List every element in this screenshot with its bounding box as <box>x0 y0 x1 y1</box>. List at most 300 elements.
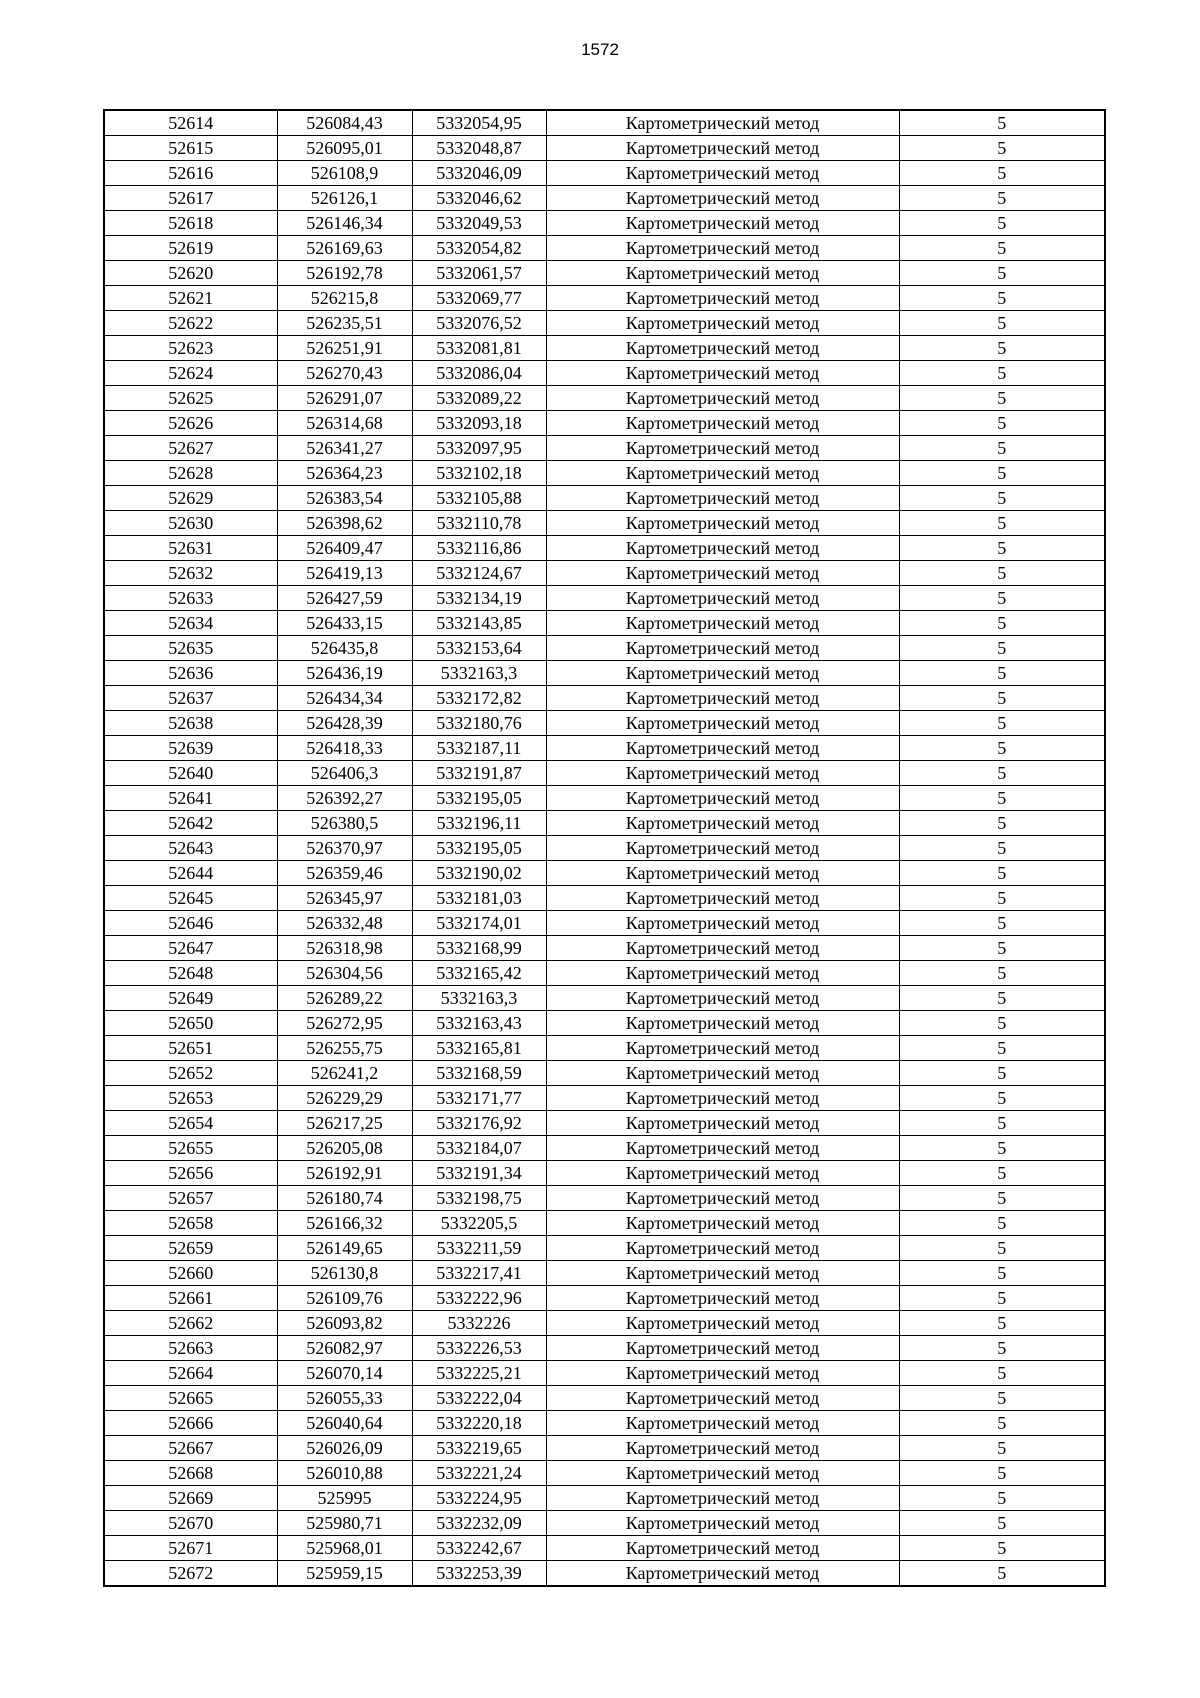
method-cell: Картометрический метод <box>546 961 899 986</box>
point-number-cell: 52670 <box>104 1511 277 1536</box>
x-coordinate-cell: 526289,22 <box>277 986 412 1011</box>
x-coordinate-cell: 526392,27 <box>277 786 412 811</box>
table-row <box>104 711 1105 736</box>
table-row <box>104 911 1105 936</box>
table-row <box>104 461 1105 486</box>
point-number-cell: 52629 <box>104 486 277 511</box>
accuracy-cell: 5 <box>899 1536 1105 1561</box>
point-number-cell: 52617 <box>104 186 277 211</box>
x-coordinate-cell: 526436,19 <box>277 661 412 686</box>
point-number-cell: 52660 <box>104 1261 277 1286</box>
point-number-cell: 52622 <box>104 311 277 336</box>
method-cell: Картометрический метод <box>546 361 899 386</box>
point-number-cell: 52624 <box>104 361 277 386</box>
point-number-cell: 52668 <box>104 1461 277 1486</box>
y-coordinate-cell: 5332165,81 <box>412 1036 546 1061</box>
x-coordinate-cell: 526428,39 <box>277 711 412 736</box>
method-cell: Картометрический метод <box>546 1386 899 1411</box>
table-row <box>104 761 1105 786</box>
accuracy-cell: 5 <box>899 736 1105 761</box>
point-number-cell: 52621 <box>104 286 277 311</box>
method-cell: Картометрический метод <box>546 986 899 1011</box>
y-coordinate-cell: 5332176,92 <box>412 1111 546 1136</box>
y-coordinate-cell: 5332187,11 <box>412 736 546 761</box>
method-cell: Картометрический метод <box>546 1011 899 1036</box>
y-coordinate-cell: 5332168,59 <box>412 1061 546 1086</box>
point-number-cell: 52627 <box>104 436 277 461</box>
point-number-cell: 52650 <box>104 1011 277 1036</box>
point-number-cell: 52652 <box>104 1061 277 1086</box>
method-cell: Картометрический метод <box>546 311 899 336</box>
y-coordinate-cell: 5332110,78 <box>412 511 546 536</box>
accuracy-cell: 5 <box>899 836 1105 861</box>
method-cell: Картометрический метод <box>546 661 899 686</box>
table-row <box>104 286 1105 311</box>
point-number-cell: 52628 <box>104 461 277 486</box>
accuracy-cell: 5 <box>899 1311 1105 1336</box>
point-number-cell: 52665 <box>104 1386 277 1411</box>
method-cell: Картометрический метод <box>546 1211 899 1236</box>
table-row <box>104 1036 1105 1061</box>
table-row <box>104 861 1105 886</box>
y-coordinate-cell: 5332220,18 <box>412 1411 546 1436</box>
x-coordinate-cell: 526427,59 <box>277 586 412 611</box>
accuracy-cell: 5 <box>899 661 1105 686</box>
y-coordinate-cell: 5332054,95 <box>412 110 546 136</box>
table-row <box>104 1436 1105 1461</box>
point-number-cell: 52634 <box>104 611 277 636</box>
y-coordinate-cell: 5332174,01 <box>412 911 546 936</box>
accuracy-cell: 5 <box>899 886 1105 911</box>
method-cell: Картометрический метод <box>546 936 899 961</box>
method-cell: Картометрический метод <box>546 1536 899 1561</box>
x-coordinate-cell: 526166,32 <box>277 1211 412 1236</box>
y-coordinate-cell: 5332048,87 <box>412 136 546 161</box>
table-row <box>104 1336 1105 1361</box>
y-coordinate-cell: 5332165,42 <box>412 961 546 986</box>
x-coordinate-cell: 526109,76 <box>277 1286 412 1311</box>
table-row <box>104 1136 1105 1161</box>
accuracy-cell: 5 <box>899 986 1105 1011</box>
point-number-cell: 52633 <box>104 586 277 611</box>
y-coordinate-cell: 5332102,18 <box>412 461 546 486</box>
y-coordinate-cell: 5332163,43 <box>412 1011 546 1036</box>
accuracy-cell: 5 <box>899 1461 1105 1486</box>
method-cell: Картометрический метод <box>546 261 899 286</box>
point-number-cell: 52669 <box>104 1486 277 1511</box>
table-row <box>104 1536 1105 1561</box>
point-number-cell: 52655 <box>104 1136 277 1161</box>
y-coordinate-cell: 5332046,09 <box>412 161 546 186</box>
y-coordinate-cell: 5332191,34 <box>412 1161 546 1186</box>
accuracy-cell: 5 <box>899 511 1105 536</box>
point-number-cell: 52663 <box>104 1336 277 1361</box>
accuracy-cell: 5 <box>899 1011 1105 1036</box>
y-coordinate-cell: 5332198,75 <box>412 1186 546 1211</box>
method-cell: Картометрический метод <box>546 511 899 536</box>
method-cell: Картометрический метод <box>546 836 899 861</box>
accuracy-cell: 5 <box>899 1036 1105 1061</box>
table-row <box>104 261 1105 286</box>
table-row <box>104 836 1105 861</box>
method-cell: Картометрический метод <box>546 536 899 561</box>
accuracy-cell: 5 <box>899 1136 1105 1161</box>
point-number-cell: 52646 <box>104 911 277 936</box>
method-cell: Картометрический метод <box>546 911 899 936</box>
table-row <box>104 1261 1105 1286</box>
method-cell: Картометрический метод <box>546 1361 899 1386</box>
y-coordinate-cell: 5332219,65 <box>412 1436 546 1461</box>
accuracy-cell: 5 <box>899 1486 1105 1511</box>
y-coordinate-cell: 5332153,64 <box>412 636 546 661</box>
method-cell: Картометрический метод <box>546 811 899 836</box>
point-number-cell: 52647 <box>104 936 277 961</box>
point-number-cell: 52664 <box>104 1361 277 1386</box>
point-number-cell: 52642 <box>104 811 277 836</box>
accuracy-cell: 5 <box>899 861 1105 886</box>
method-cell: Картометрический метод <box>546 161 899 186</box>
y-coordinate-cell: 5332163,3 <box>412 661 546 686</box>
x-coordinate-cell: 526082,97 <box>277 1336 412 1361</box>
accuracy-cell: 5 <box>899 461 1105 486</box>
x-coordinate-cell: 526130,8 <box>277 1261 412 1286</box>
x-coordinate-cell: 526241,2 <box>277 1061 412 1086</box>
y-coordinate-cell: 5332225,21 <box>412 1361 546 1386</box>
y-coordinate-cell: 5332253,39 <box>412 1561 546 1587</box>
x-coordinate-cell: 526229,29 <box>277 1086 412 1111</box>
method-cell: Картометрический метод <box>546 110 899 136</box>
x-coordinate-cell: 526205,08 <box>277 1136 412 1161</box>
x-coordinate-cell: 526341,27 <box>277 436 412 461</box>
table-row <box>104 1086 1105 1111</box>
x-coordinate-cell: 526304,56 <box>277 961 412 986</box>
point-number-cell: 52631 <box>104 536 277 561</box>
table-row <box>104 1286 1105 1311</box>
table-row <box>104 486 1105 511</box>
coordinates-table-body <box>104 110 1105 1586</box>
accuracy-cell: 5 <box>899 1386 1105 1411</box>
y-coordinate-cell: 5332191,87 <box>412 761 546 786</box>
accuracy-cell: 5 <box>899 961 1105 986</box>
method-cell: Картометрический метод <box>546 611 899 636</box>
table-row <box>104 1361 1105 1386</box>
table-row <box>104 1186 1105 1211</box>
x-coordinate-cell: 526070,14 <box>277 1361 412 1386</box>
accuracy-cell: 5 <box>899 1236 1105 1261</box>
table-row <box>104 311 1105 336</box>
table-row <box>104 1161 1105 1186</box>
y-coordinate-cell: 5332093,18 <box>412 411 546 436</box>
x-coordinate-cell: 526383,54 <box>277 486 412 511</box>
accuracy-cell: 5 <box>899 211 1105 236</box>
method-cell: Картометрический метод <box>546 1511 899 1536</box>
x-coordinate-cell: 526332,48 <box>277 911 412 936</box>
point-number-cell: 52618 <box>104 211 277 236</box>
accuracy-cell: 5 <box>899 1436 1105 1461</box>
table-row <box>104 236 1105 261</box>
table-row <box>104 536 1105 561</box>
point-number-cell: 52661 <box>104 1286 277 1311</box>
point-number-cell: 52616 <box>104 161 277 186</box>
table-row <box>104 1511 1105 1536</box>
method-cell: Картометрический метод <box>546 211 899 236</box>
x-coordinate-cell: 526270,43 <box>277 361 412 386</box>
y-coordinate-cell: 5332232,09 <box>412 1511 546 1536</box>
accuracy-cell: 5 <box>899 936 1105 961</box>
x-coordinate-cell: 526093,82 <box>277 1311 412 1336</box>
table-row <box>104 110 1105 136</box>
x-coordinate-cell: 526217,25 <box>277 1111 412 1136</box>
x-coordinate-cell: 526040,64 <box>277 1411 412 1436</box>
x-coordinate-cell: 526419,13 <box>277 561 412 586</box>
y-coordinate-cell: 5332076,52 <box>412 311 546 336</box>
y-coordinate-cell: 5332195,05 <box>412 786 546 811</box>
accuracy-cell: 5 <box>899 811 1105 836</box>
y-coordinate-cell: 5332105,88 <box>412 486 546 511</box>
accuracy-cell: 5 <box>899 636 1105 661</box>
y-coordinate-cell: 5332061,57 <box>412 261 546 286</box>
x-coordinate-cell: 526418,33 <box>277 736 412 761</box>
x-coordinate-cell: 525968,01 <box>277 1536 412 1561</box>
table-row <box>104 1561 1105 1587</box>
method-cell: Картометрический метод <box>546 1411 899 1436</box>
accuracy-cell: 5 <box>899 561 1105 586</box>
point-number-cell: 52659 <box>104 1236 277 1261</box>
x-coordinate-cell: 526251,91 <box>277 336 412 361</box>
table-row <box>104 611 1105 636</box>
method-cell: Картометрический метод <box>546 1186 899 1211</box>
method-cell: Картометрический метод <box>546 386 899 411</box>
y-coordinate-cell: 5332124,67 <box>412 561 546 586</box>
accuracy-cell: 5 <box>899 261 1105 286</box>
y-coordinate-cell: 5332184,07 <box>412 1136 546 1161</box>
point-number-cell: 52619 <box>104 236 277 261</box>
accuracy-cell: 5 <box>899 1186 1105 1211</box>
point-number-cell: 52651 <box>104 1036 277 1061</box>
x-coordinate-cell: 526149,65 <box>277 1236 412 1261</box>
y-coordinate-cell: 5332195,05 <box>412 836 546 861</box>
y-coordinate-cell: 5332222,96 <box>412 1286 546 1311</box>
table-row <box>104 811 1105 836</box>
y-coordinate-cell: 5332181,03 <box>412 886 546 911</box>
method-cell: Картометрический метод <box>546 736 899 761</box>
method-cell: Картометрический метод <box>546 1136 899 1161</box>
x-coordinate-cell: 526314,68 <box>277 411 412 436</box>
point-number-cell: 52640 <box>104 761 277 786</box>
method-cell: Картометрический метод <box>546 1061 899 1086</box>
x-coordinate-cell: 526084,43 <box>277 110 412 136</box>
x-coordinate-cell: 526055,33 <box>277 1386 412 1411</box>
accuracy-cell: 5 <box>899 236 1105 261</box>
accuracy-cell: 5 <box>899 1211 1105 1236</box>
point-number-cell: 52632 <box>104 561 277 586</box>
x-coordinate-cell: 526370,97 <box>277 836 412 861</box>
y-coordinate-cell: 5332168,99 <box>412 936 546 961</box>
y-coordinate-cell: 5332081,81 <box>412 336 546 361</box>
x-coordinate-cell: 526235,51 <box>277 311 412 336</box>
method-cell: Картометрический метод <box>546 336 899 361</box>
accuracy-cell: 5 <box>899 1161 1105 1186</box>
table-row <box>104 786 1105 811</box>
method-cell: Картометрический метод <box>546 1461 899 1486</box>
x-coordinate-cell: 526380,5 <box>277 811 412 836</box>
method-cell: Картометрический метод <box>546 1111 899 1136</box>
accuracy-cell: 5 <box>899 911 1105 936</box>
accuracy-cell: 5 <box>899 386 1105 411</box>
accuracy-cell: 5 <box>899 436 1105 461</box>
table-row <box>104 1211 1105 1236</box>
method-cell: Картометрический метод <box>546 1336 899 1361</box>
method-cell: Картометрический метод <box>546 486 899 511</box>
table-row <box>104 686 1105 711</box>
table-row <box>104 161 1105 186</box>
accuracy-cell: 5 <box>899 1061 1105 1086</box>
table-row <box>104 561 1105 586</box>
table-row <box>104 411 1105 436</box>
point-number-cell: 52625 <box>104 386 277 411</box>
y-coordinate-cell: 5332172,82 <box>412 686 546 711</box>
method-cell: Картометрический метод <box>546 236 899 261</box>
table-row <box>104 211 1105 236</box>
y-coordinate-cell: 5332226 <box>412 1311 546 1336</box>
y-coordinate-cell: 5332190,02 <box>412 861 546 886</box>
x-coordinate-cell: 526272,95 <box>277 1011 412 1036</box>
x-coordinate-cell: 526126,1 <box>277 186 412 211</box>
accuracy-cell: 5 <box>899 686 1105 711</box>
y-coordinate-cell: 5332069,77 <box>412 286 546 311</box>
point-number-cell: 52638 <box>104 711 277 736</box>
y-coordinate-cell: 5332054,82 <box>412 236 546 261</box>
accuracy-cell: 5 <box>899 1411 1105 1436</box>
method-cell: Картометрический метод <box>546 1161 899 1186</box>
method-cell: Картометрический метод <box>546 1086 899 1111</box>
point-number-cell: 52623 <box>104 336 277 361</box>
point-number-cell: 52636 <box>104 661 277 686</box>
method-cell: Картометрический метод <box>546 786 899 811</box>
accuracy-cell: 5 <box>899 1336 1105 1361</box>
accuracy-cell: 5 <box>899 311 1105 336</box>
point-number-cell: 52654 <box>104 1111 277 1136</box>
y-coordinate-cell: 5332180,76 <box>412 711 546 736</box>
table-row <box>104 1411 1105 1436</box>
point-number-cell: 52667 <box>104 1436 277 1461</box>
x-coordinate-cell: 526192,91 <box>277 1161 412 1186</box>
table-row <box>104 1386 1105 1411</box>
x-coordinate-cell: 526108,9 <box>277 161 412 186</box>
method-cell: Картометрический метод <box>546 861 899 886</box>
method-cell: Картометрический метод <box>546 1036 899 1061</box>
x-coordinate-cell: 526406,3 <box>277 761 412 786</box>
method-cell: Картометрический метод <box>546 636 899 661</box>
y-coordinate-cell: 5332116,86 <box>412 536 546 561</box>
x-coordinate-cell: 526359,46 <box>277 861 412 886</box>
point-number-cell: 52643 <box>104 836 277 861</box>
x-coordinate-cell: 526345,97 <box>277 886 412 911</box>
x-coordinate-cell: 525959,15 <box>277 1561 412 1587</box>
method-cell: Картометрический метод <box>546 186 899 211</box>
point-number-cell: 52671 <box>104 1536 277 1561</box>
accuracy-cell: 5 <box>899 586 1105 611</box>
point-number-cell: 52656 <box>104 1161 277 1186</box>
table-row <box>104 636 1105 661</box>
point-number-cell: 52630 <box>104 511 277 536</box>
y-coordinate-cell: 5332211,59 <box>412 1236 546 1261</box>
x-coordinate-cell: 526180,74 <box>277 1186 412 1211</box>
point-number-cell: 52639 <box>104 736 277 761</box>
point-number-cell: 52649 <box>104 986 277 1011</box>
accuracy-cell: 5 <box>899 486 1105 511</box>
method-cell: Картометрический метод <box>546 886 899 911</box>
accuracy-cell: 5 <box>899 1511 1105 1536</box>
accuracy-cell: 5 <box>899 611 1105 636</box>
table-row <box>104 1111 1105 1136</box>
x-coordinate-cell: 526192,78 <box>277 261 412 286</box>
point-number-cell: 52620 <box>104 261 277 286</box>
accuracy-cell: 5 <box>899 1086 1105 1111</box>
y-coordinate-cell: 5332049,53 <box>412 211 546 236</box>
table-row <box>104 1311 1105 1336</box>
y-coordinate-cell: 5332134,19 <box>412 586 546 611</box>
table-row <box>104 1061 1105 1086</box>
y-coordinate-cell: 5332221,24 <box>412 1461 546 1486</box>
method-cell: Картометрический метод <box>546 586 899 611</box>
table-row <box>104 186 1105 211</box>
x-coordinate-cell: 526146,34 <box>277 211 412 236</box>
point-number-cell: 52658 <box>104 1211 277 1236</box>
accuracy-cell: 5 <box>899 186 1105 211</box>
accuracy-cell: 5 <box>899 1261 1105 1286</box>
point-number-cell: 52672 <box>104 1561 277 1587</box>
table-row <box>104 1461 1105 1486</box>
accuracy-cell: 5 <box>899 110 1105 136</box>
table-row <box>104 511 1105 536</box>
method-cell: Картометрический метод <box>546 1286 899 1311</box>
point-number-cell: 52641 <box>104 786 277 811</box>
method-cell: Картометрический метод <box>546 1486 899 1511</box>
table-row <box>104 1486 1105 1511</box>
accuracy-cell: 5 <box>899 786 1105 811</box>
table-row <box>104 1236 1105 1261</box>
y-coordinate-cell: 5332217,41 <box>412 1261 546 1286</box>
table-row <box>104 961 1105 986</box>
y-coordinate-cell: 5332222,04 <box>412 1386 546 1411</box>
y-coordinate-cell: 5332196,11 <box>412 811 546 836</box>
accuracy-cell: 5 <box>899 1286 1105 1311</box>
x-coordinate-cell: 526215,8 <box>277 286 412 311</box>
method-cell: Картометрический метод <box>546 461 899 486</box>
table-row <box>104 336 1105 361</box>
point-number-cell: 52644 <box>104 861 277 886</box>
point-number-cell: 52666 <box>104 1411 277 1436</box>
point-number-cell: 52626 <box>104 411 277 436</box>
x-coordinate-cell: 526026,09 <box>277 1436 412 1461</box>
accuracy-cell: 5 <box>899 336 1105 361</box>
accuracy-cell: 5 <box>899 536 1105 561</box>
point-number-cell: 52653 <box>104 1086 277 1111</box>
accuracy-cell: 5 <box>899 411 1105 436</box>
method-cell: Картометрический метод <box>546 686 899 711</box>
x-coordinate-cell: 525995 <box>277 1486 412 1511</box>
method-cell: Картометрический метод <box>546 136 899 161</box>
x-coordinate-cell: 526435,8 <box>277 636 412 661</box>
table-row <box>104 986 1105 1011</box>
x-coordinate-cell: 526434,34 <box>277 686 412 711</box>
method-cell: Картометрический метод <box>546 711 899 736</box>
accuracy-cell: 5 <box>899 136 1105 161</box>
x-coordinate-cell: 526291,07 <box>277 386 412 411</box>
point-number-cell: 52645 <box>104 886 277 911</box>
table-row <box>104 661 1105 686</box>
